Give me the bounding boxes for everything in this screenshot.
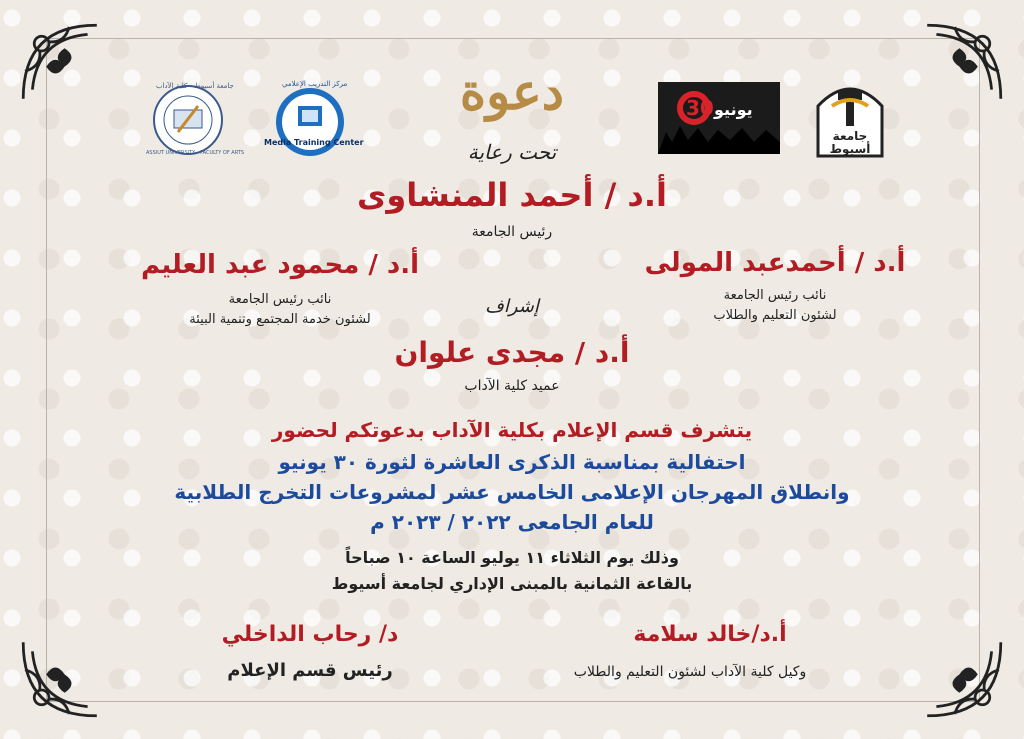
invitation-title: دعوة	[459, 62, 565, 121]
dean-name: أ.د / مجدى علوان	[394, 336, 630, 369]
media-training-center-logo	[260, 78, 364, 160]
invitation-date-line: وذلك يوم الثلاثاء ١١ يوليو الساعة ١٠ صباحاً	[345, 548, 679, 567]
assiut-university-logo	[812, 76, 888, 158]
corner-ornament-top-right-icon	[918, 16, 1010, 108]
under-patronage-label: تحت رعاية	[467, 140, 557, 164]
vice-dean-title: وكيل كلية الآداب لشئون التعليم والطلاب	[573, 664, 807, 680]
dean-title: عميد كلية الآداب	[464, 378, 560, 394]
corner-ornament-bottom-right-icon	[918, 633, 1010, 725]
department-head-name: د/ رحاب الداخلي	[221, 622, 399, 647]
media-center-logo-en: Media Training Center	[264, 138, 364, 147]
corner-ornament-top-left-icon	[14, 16, 106, 108]
vice-dean-name: أ.د/خالد سلامة	[633, 622, 787, 647]
corner-ornament-bottom-left-icon	[14, 633, 106, 725]
arts-faculty-logo-ar: جامعة أسيوط - كلية الآداب	[156, 82, 234, 90]
invitation-line-2: احتفالية بمناسبة الذكرى العاشرة لثورة ٣٠ يونيو	[278, 450, 746, 474]
assiut-university-logo-text: جامعة أسيوط	[829, 129, 871, 156]
invitation-venue-line: بالقاعة الثمانية بالمبنى الإداري لجامعة أسيوط	[331, 574, 693, 593]
vp-community-title-2: لشئون خدمة المجتمع وتنمية البيئة	[189, 312, 371, 327]
vp-education-name: أ.د / أحمدعبد المولى	[644, 248, 906, 278]
media-center-logo-ar: مركز التدريب الإعلامي	[282, 80, 348, 88]
vp-education-title-1: نائب رئيس الجامعة	[723, 288, 827, 303]
invitation-line-3: وانطلاق المهرجان الإعلامى الخامس عشر لمشروعات التخرج الطلابية	[174, 480, 850, 504]
department-head-title: رئيس قسم الإعلام	[227, 660, 393, 681]
arts-faculty-logo-en: ASSIUT UNIVERSITY - FACULTY OF ARTS	[146, 150, 245, 156]
supervision-label: إشراف	[485, 296, 539, 317]
june30-number: 30	[686, 96, 714, 120]
vp-community-title-1: نائب رئيس الجامعة	[228, 292, 332, 307]
invitation-line-1: يتشرف قسم الإعلام بكلية الآداب بدعوتكم لحضور	[271, 418, 753, 442]
vp-community-name: أ.د / محمود عبد العليم	[140, 250, 420, 280]
invitation-line-4: للعام الجامعى ٢٠٢٢ / ٢٠٢٣ م	[370, 510, 654, 534]
president-name: أ.د / أحمد المنشاوى	[357, 176, 667, 214]
june30-logo	[658, 82, 780, 154]
president-title: رئيس الجامعة	[471, 224, 553, 240]
arts-faculty-logo	[138, 80, 245, 160]
vp-education-title-2: لشئون التعليم والطلاب	[713, 308, 837, 323]
june30-text: يونيو	[714, 100, 753, 119]
